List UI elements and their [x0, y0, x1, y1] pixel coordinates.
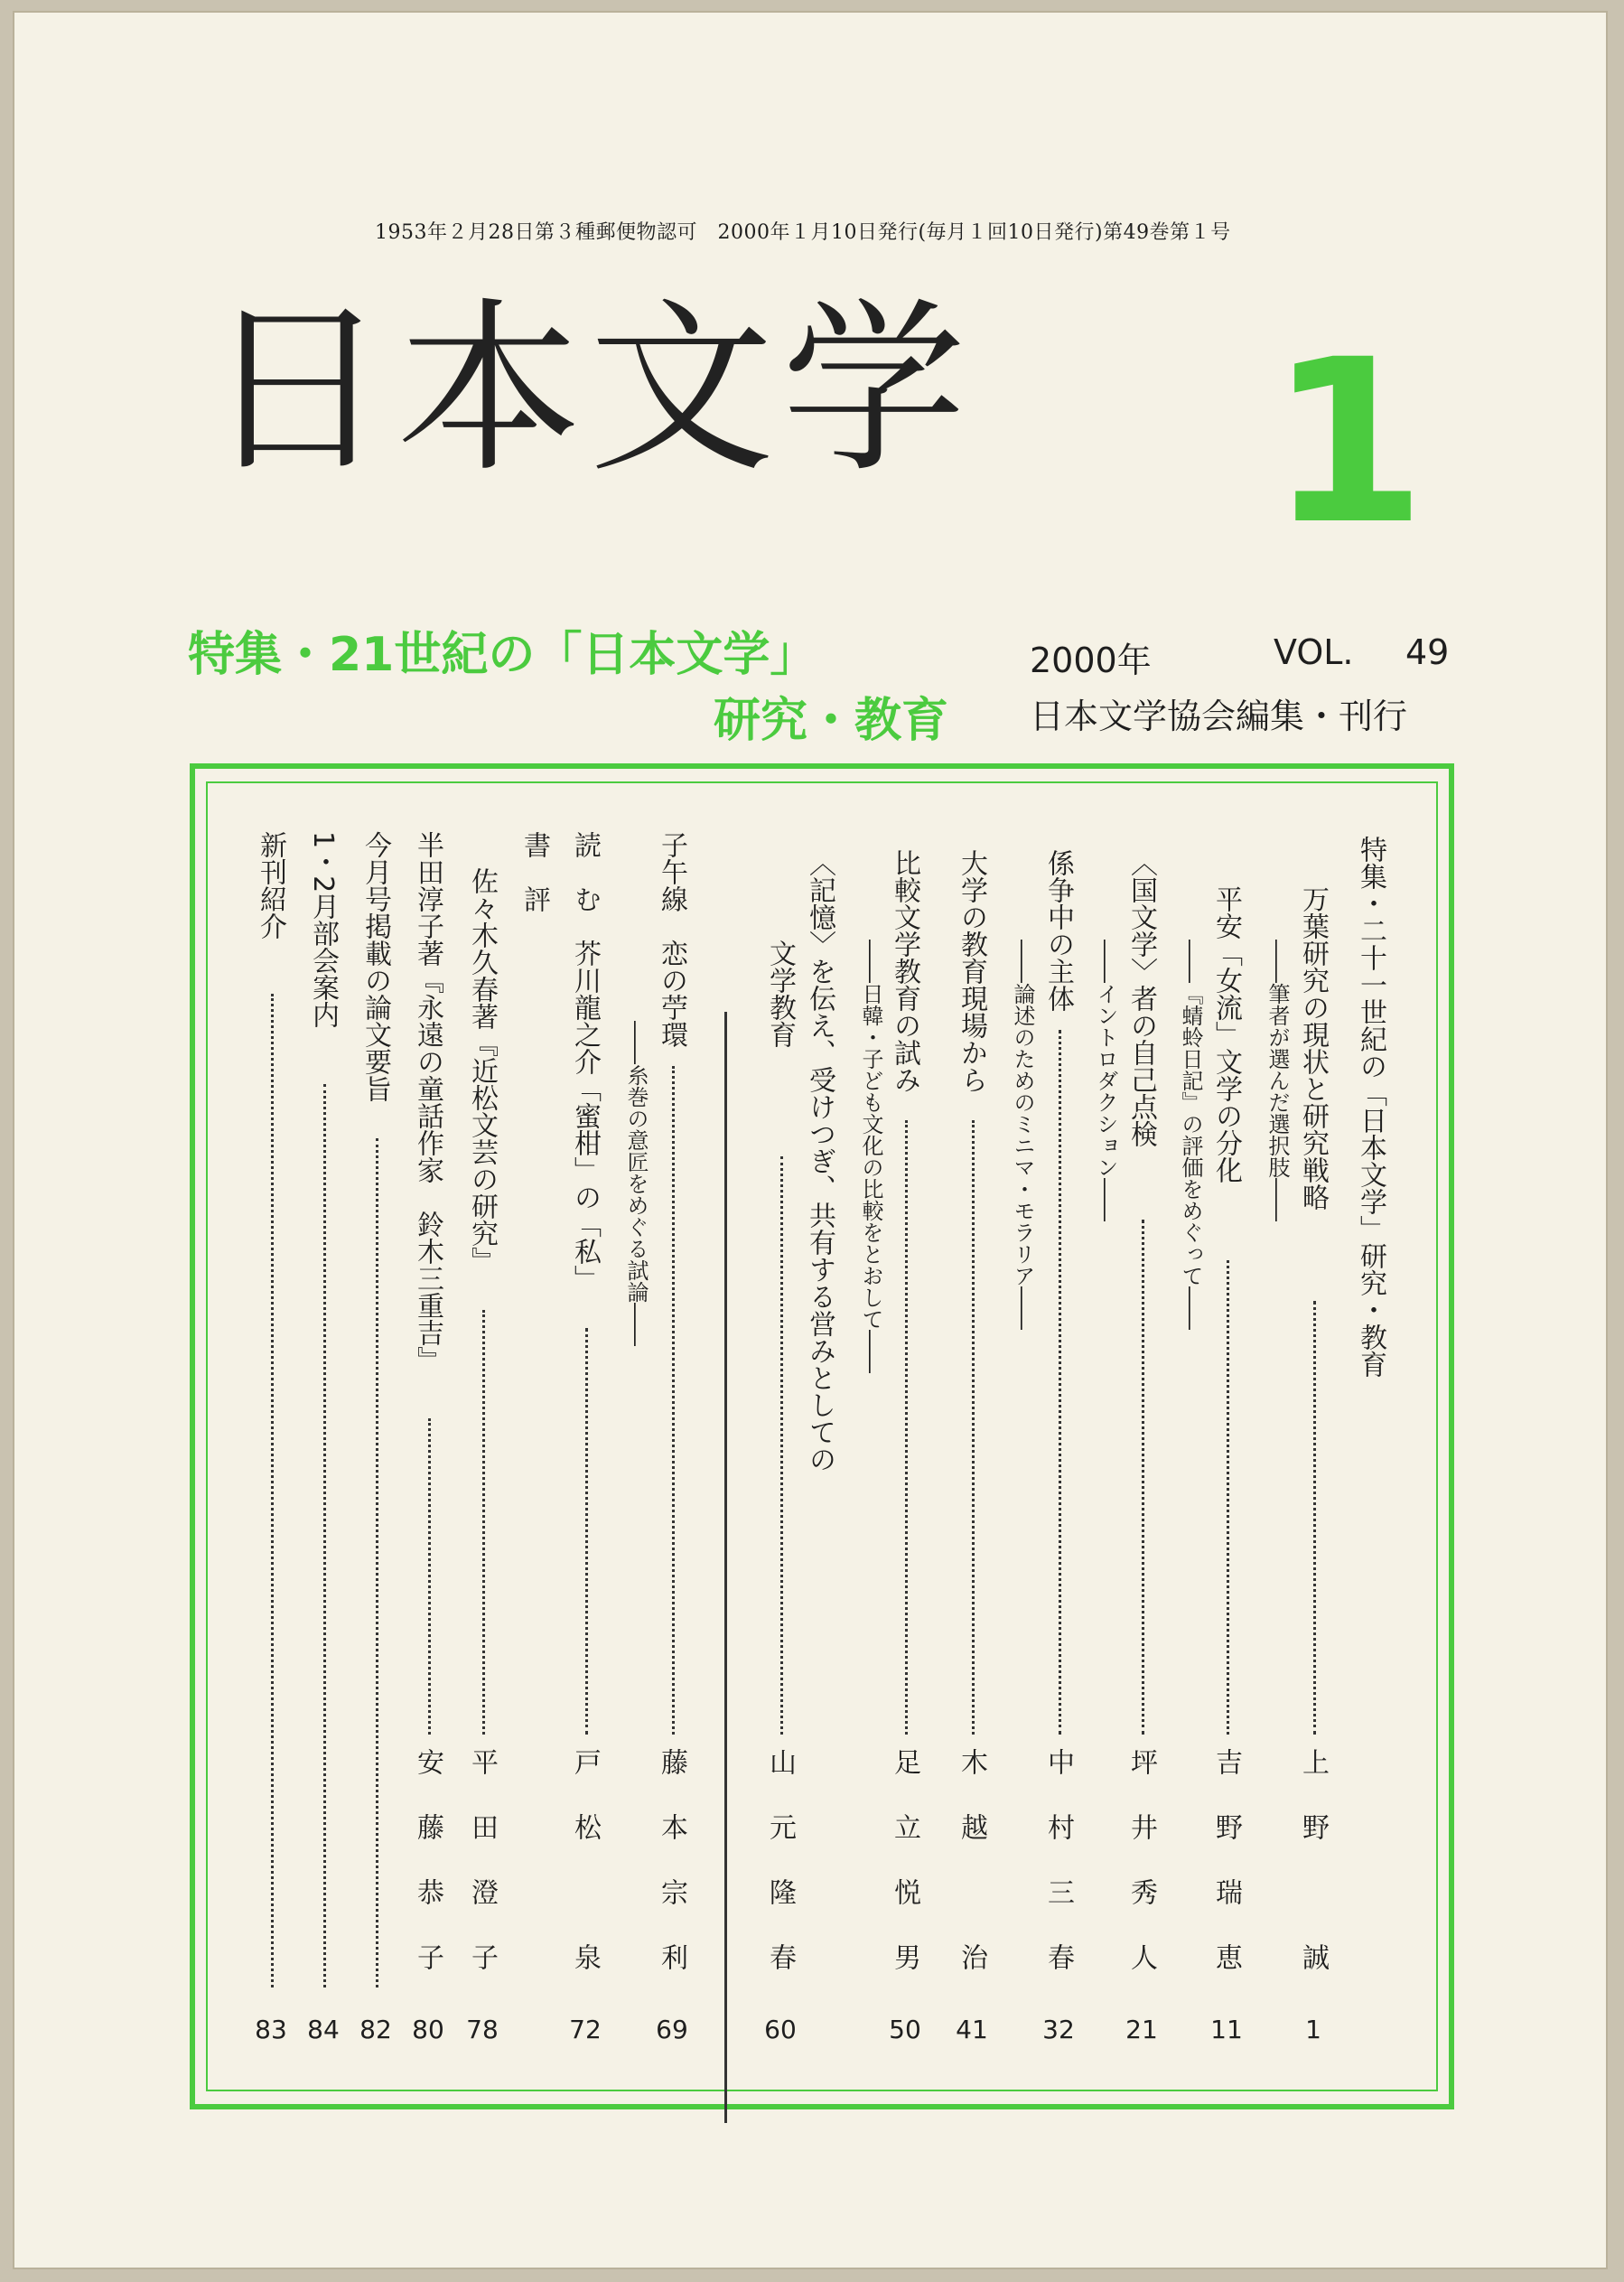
toc-entry-title: 子午線 恋の苧環 — [656, 831, 687, 1048]
toc-entry-title: 佐々木久春著『近松文芸の研究』 — [466, 867, 498, 1274]
feature-line-1: 特集・21世紀の「日本文学」 — [188, 628, 817, 682]
toc-entry-title: 今月号掲載の論文要旨 — [359, 831, 391, 1102]
toc-entry-title: 新刊紹介 — [255, 831, 286, 940]
publisher: 日本文学協会編集・刊行 — [1030, 697, 1408, 736]
toc-leader — [972, 1120, 975, 1735]
toc-entry-page: 50 — [889, 2015, 921, 2044]
toc-entry-page: 21 — [1125, 2015, 1158, 2044]
issue-year: 2000年 — [1030, 641, 1152, 680]
toc-divider — [724, 1012, 727, 2123]
toc-entry-author: 坪井秀人 — [1125, 1748, 1157, 2008]
toc-entry-subtitle: ――イントロダクション―― — [1093, 940, 1118, 1221]
toc-entry-page: 11 — [1210, 2015, 1243, 2044]
toc-leader — [1142, 1220, 1144, 1735]
toc-leader — [905, 1120, 908, 1735]
toc-entry-page: 72 — [569, 2015, 602, 2044]
toc-entry-page: 32 — [1042, 2015, 1075, 2044]
toc-feature-header: 特集・二十一世紀の「日本文学」研究・教育 — [1355, 836, 1386, 1378]
toc-entry-subtitle: ――『蜻蛉日記』の評価をめぐって―― — [1178, 940, 1203, 1330]
toc-entry-author: 平田澄子 — [466, 1748, 498, 2008]
toc-entry-author: 山元隆春 — [764, 1748, 796, 2008]
toc-entry-author: 吉野瑞恵 — [1210, 1748, 1242, 2008]
issue-number: 1 — [1269, 311, 1426, 574]
toc-entry-subtitle: ――筆者が選んだ選択肢―― — [1265, 940, 1290, 1221]
toc-leader — [585, 1328, 588, 1735]
toc-entry-subtitle: ――日韓・子ども文化の比較をとおして―― — [858, 940, 883, 1373]
toc-leader — [1313, 1301, 1316, 1735]
toc-leader — [780, 1156, 783, 1735]
toc-entry-page: 60 — [764, 2015, 797, 2044]
feature-line-2: 研究・教育 — [714, 694, 949, 748]
toc-leader — [482, 1310, 485, 1735]
toc-entry-author: 中村三春 — [1042, 1748, 1074, 2008]
toc-entry-page: 80 — [412, 2015, 444, 2044]
toc-entry-page: 82 — [359, 2015, 392, 2044]
toc-entry-subtitle: ――論述のためのミニマ・モラリア―― — [1010, 940, 1035, 1330]
toc-entry-title: 〈記憶〉を伝え、受けつぎ、共有する営みとしての — [804, 849, 835, 1473]
toc-leader — [672, 1066, 675, 1735]
toc-entry-page: 84 — [307, 2015, 340, 2044]
toc-entry-page: 1 — [1305, 2015, 1321, 2044]
toc-entry-title: 読 む 芥川龍之介「蜜柑」の「私」 — [569, 831, 601, 1292]
volume-number: 49 — [1405, 632, 1450, 672]
toc-entry-title: 半田淳子著『永遠の童話作家 鈴木三重吉』 — [412, 831, 443, 1373]
toc-entry-title: 係争中の主体 — [1042, 849, 1074, 1012]
toc-entry-author: 上野 誠 — [1297, 1748, 1329, 2008]
toc-entry-title: 大学の教育現場から — [956, 849, 987, 1093]
toc-entry-title: 文学教育 — [764, 940, 796, 1048]
toc-leader — [428, 1418, 431, 1735]
postal-notice: 1953年２月28日第３種郵便物認可 2000年１月10日発行(毎月１回10日発行)第49巻第１号 — [375, 221, 1231, 244]
toc-entry-title: 〈国文学〉者の自己点検 — [1125, 849, 1157, 1147]
toc-entry-author: 木越 治 — [956, 1748, 987, 2008]
volume-label: VOL. — [1274, 632, 1354, 672]
toc-entry-page: 69 — [656, 2015, 688, 2044]
toc-leader — [323, 1084, 326, 1987]
toc-leader — [376, 1138, 378, 1987]
toc-entry-author: 藤本宗利 — [656, 1748, 687, 2008]
toc-leader — [1227, 1260, 1229, 1735]
toc-section-book-review: 書 評 — [518, 831, 550, 912]
magazine-title: 日本文学 — [204, 283, 974, 498]
toc-leader — [271, 994, 274, 1987]
toc-entry-page: 78 — [466, 2015, 499, 2044]
toc-leader — [1059, 1030, 1061, 1735]
toc-entry-title: 平安「女流」文学の分化 — [1210, 885, 1242, 1183]
toc-entry-author: 足立悦男 — [889, 1748, 920, 2008]
toc-entry-title: 比較文学教育の試み — [889, 849, 920, 1093]
toc-entry-title: 万葉研究の現状と研究戦略 — [1297, 885, 1329, 1211]
toc-entry-page: 41 — [956, 2015, 988, 2044]
toc-entry-author: 戸松 泉 — [569, 1748, 601, 2008]
toc-entry-title: 1・2月部会案内 — [307, 831, 339, 1029]
toc-entry-author: 安藤恭子 — [412, 1748, 443, 2008]
toc-entry-subtitle: ――糸巻の意匠をめぐる試論―― — [623, 1021, 649, 1346]
toc-entry-page: 83 — [255, 2015, 287, 2044]
